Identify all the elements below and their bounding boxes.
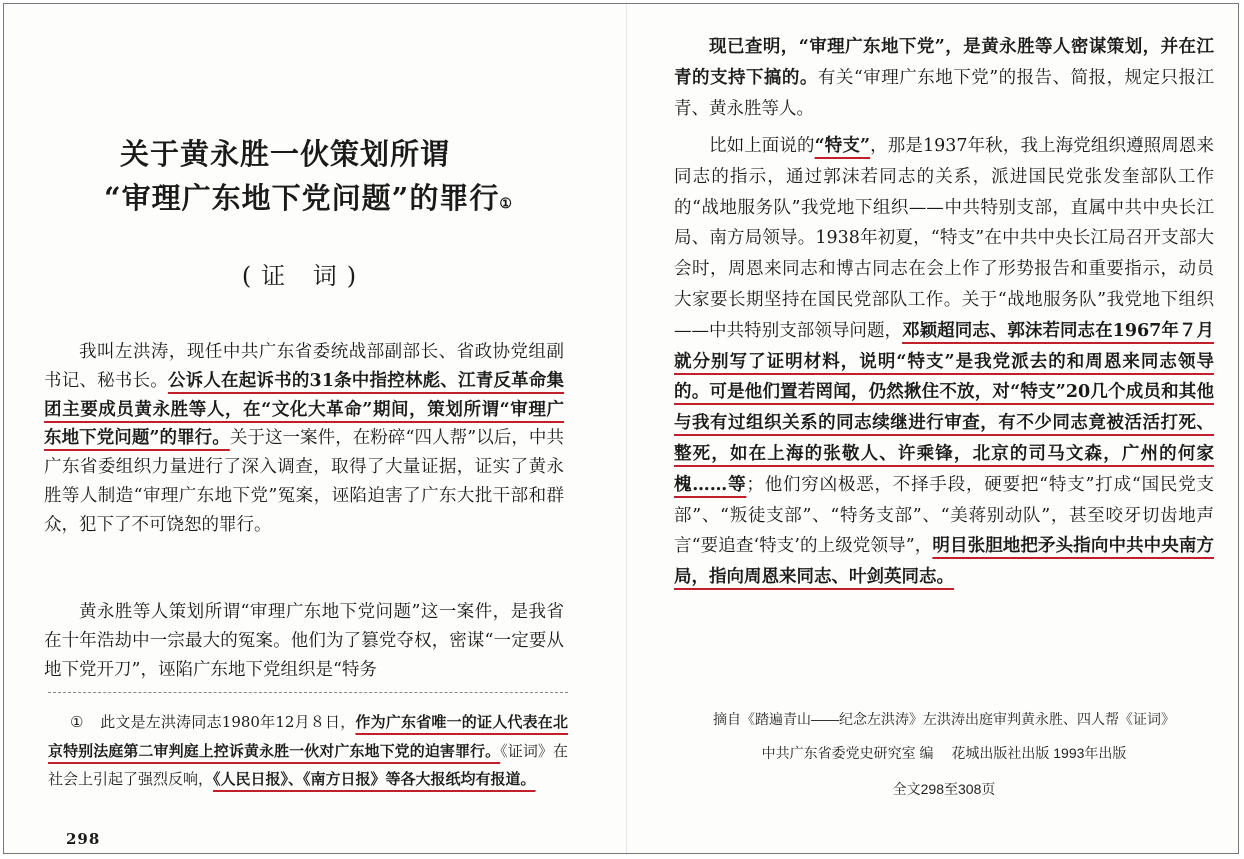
page-number: 298	[66, 830, 101, 848]
title-line-2-text: “审理广东地下党问题”的罪行	[104, 181, 500, 215]
p1-intro: 我叫左洪涛，现任中共广东省委统战部副部长、省政协党组副书记、秘书长。	[44, 342, 564, 391]
footnote-mark: ①	[70, 713, 84, 731]
r2-a: 比如上面说的	[709, 136, 815, 156]
footnote-underlined-2: 《人民日报》、《南方日报》等各大报纸均有报道。	[213, 770, 536, 788]
footnote-part-c: 《证词》在社会上引起了强烈反响，	[48, 741, 568, 788]
r1-bold-2: 并在江青的支持下搞的。	[674, 37, 1214, 88]
title-line-1: 关于黄永胜一伙策划所谓	[120, 137, 451, 171]
r2-underlined-end: 明目张胆地把矛头指向中共中央南方局，指向周恩来同志、叶剑英同志。	[674, 536, 1214, 588]
p1-rest: 关于这一案件，在粉碎“四人帮”以后，中共广东省委组织力量进行了深入调查，取得了大量证据，证实了黄永胜等人制造“审理广东地下党”冤案，诬陷迫害了广东大批干部和群众，犯下了不可饶恕的罪行。	[44, 428, 564, 535]
footnote-divider	[48, 692, 568, 693]
right-paragraph-1	[674, 32, 1214, 124]
article-title	[104, 132, 544, 226]
article-subtitle: (证 词)	[241, 262, 367, 290]
paragraph-1	[44, 338, 564, 540]
p2-text: 黄永胜等人策划所谓“审理广东地下党问题”这一案件，是我省在十年浩劫中一宗最大的冤案。他们为了篡党夺权，密谋“一定要从地下党开刀”，诬陷广东地下党组织是“特务	[44, 602, 564, 680]
scan-frame	[3, 3, 1239, 854]
right-paragraph-2	[674, 131, 1214, 593]
title-footnote-mark: ①	[499, 196, 513, 212]
r1-rest: 有关“审理广东地下党”的报告、简报，规定只报江青、黄永胜等人。	[674, 67, 1214, 119]
source-credit-line-3: 全文298至308页	[892, 781, 996, 797]
source-credit-line-1: 摘自《踏遍青山——纪念左洪涛》左洪涛出庭审判黄永胜、四人帮《证词》	[713, 711, 1175, 727]
footnote	[48, 708, 568, 794]
footnote-part-a: 此文是左洪涛同志1980年12月８日，	[100, 713, 356, 731]
r2-c: ，那是1937年秋，我上海党组织遵照周恩来同志的指示，通过郭沫若同志的关系，派进国民党张发奎部队工作的“战地服务队”我党地下组织——中共特别支部，直属中共中央长江局、南方局领导。1938年初夏，“特支”在中共中央长江局召开支部大会时，周恩来同志和博古同志在会上作了形势报告和重要指示，动员大家要长期坚持在国民党部队工作。关于“战地服务队”我党地下组织——中共特别支部领导问题，	[674, 136, 1214, 341]
r2-e: ；他们穷凶极恶，不择手段，硬要把“特支”打成“国民党支部”、“叛徒支部”、“特务支部”、“美蒋别动队”，甚至咬牙切齿地声言“要追查‘特支’的上级党领导”，	[674, 474, 1215, 557]
footnote-underlined-1: 作为广东省唯一的证人代表在北京特别法庭第二审判庭上控诉黄永胜一伙对广东地下党的迫害罪行。	[48, 713, 568, 760]
page-gutter	[626, 4, 627, 853]
left-page	[4, 4, 624, 853]
r1-bold: 现已查明，“审理广东地下党”，是黄永胜等人密谋策划，	[709, 37, 1161, 57]
right-page	[629, 4, 1229, 853]
source-credit-line-2: 中共广东省委党史研究室 编 花城出版社出版 1993年出版	[761, 745, 1127, 761]
p1-underlined: 公诉人在起诉书的31条中指控林彪、江青反革命集团主要成员黄永胜等人，在“文化大革命”期间，策划所谓“审理广东地下党问题”的罪行。	[44, 370, 565, 449]
r2-tezhi-underlined: “特支”	[814, 136, 871, 156]
r2-underlined-long: 邓颖超同志、郭沫若同志在1967年７月就分别写了证明材料，说明“特支”是我党派去的和周恩来同志领导的。可是他们置若罔闻，仍然揪住不放，对“特支”20几个成员和其他与我有过组织关系的同志续继进行审查，有不少同志竟被活活打死、整死，如在上海的张敬人、许乘锋，北京的司马文森，广州的何家槐……等	[674, 320, 1214, 495]
title-line-2	[104, 176, 544, 226]
paragraph-2	[44, 598, 564, 684]
